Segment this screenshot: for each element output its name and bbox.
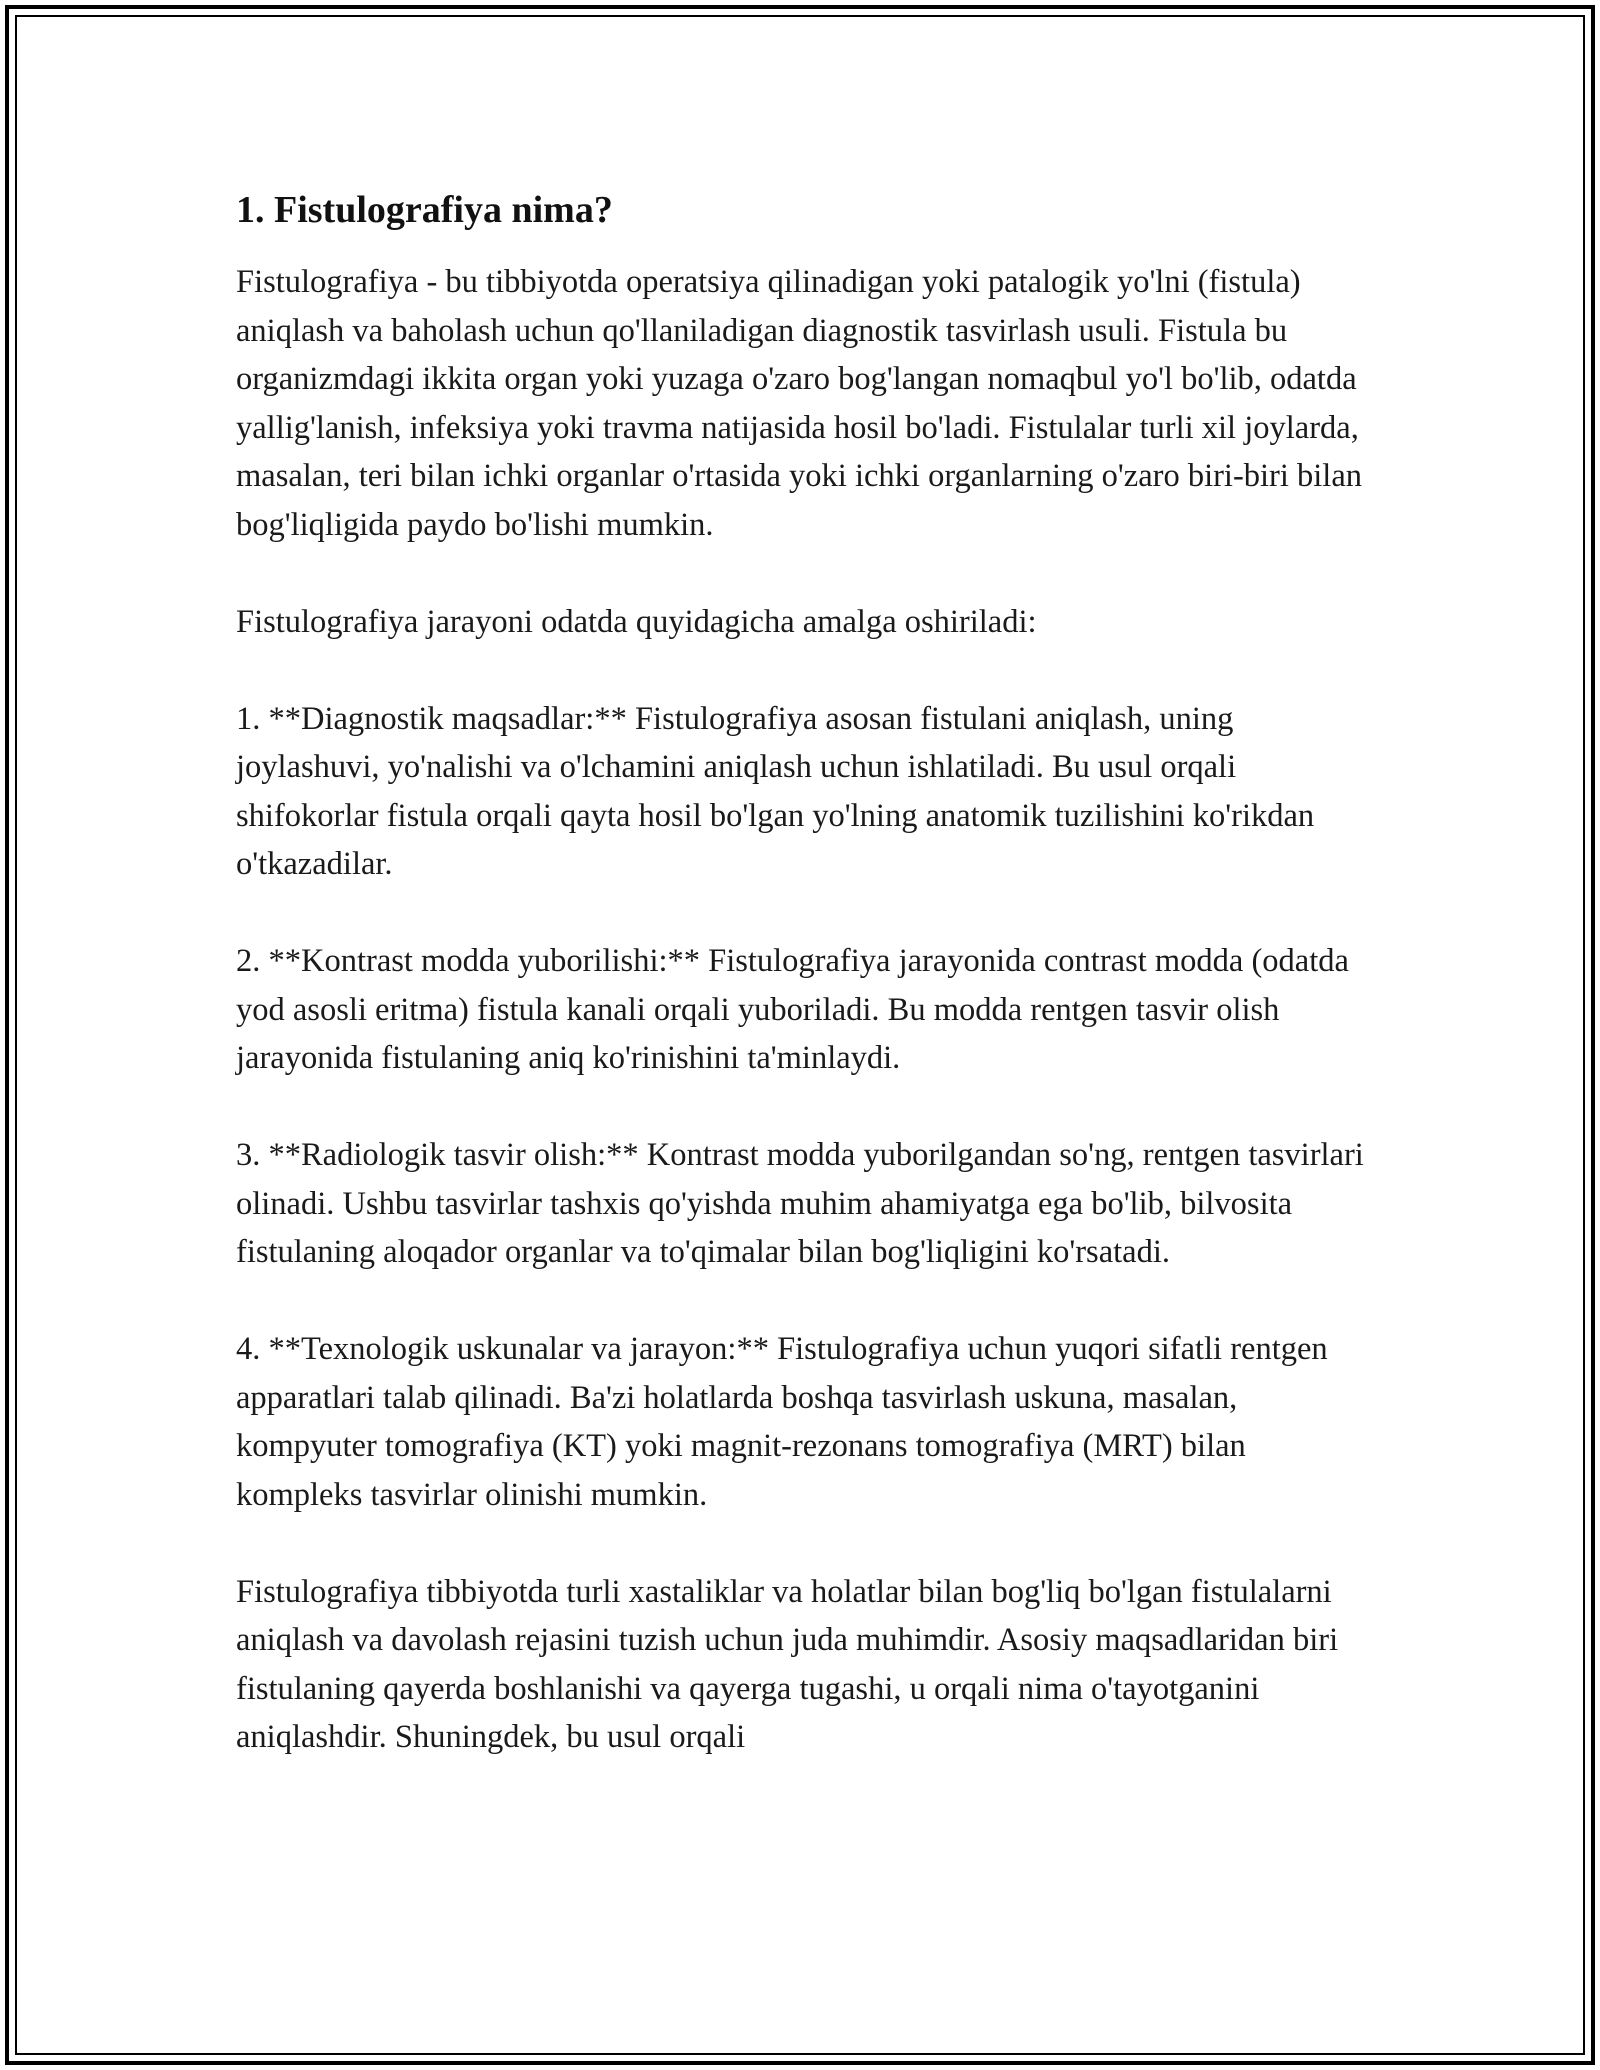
document-title: 1. Fistulografiya nima? <box>236 189 613 231</box>
paragraph-item-1: 1. **Diagnostik maqsadlar:** Fistulografiya asosan fistulani aniqlash, uning joylashuvi, yo'nalishi va o'lchamini aniqlash uchun ishlatiladi. Bu usul orqali shifokorlar fistula orqali qayta hosil bo'lgan yo'lning anatomik tuzilishini ko'rikdan o'tkazadilar. <box>236 700 1315 882</box>
paragraph-item-2: 2. **Kontrast modda yuborilishi:** Fistulografiya jarayonida contrast modda (odatda yod asosli eritma) fistula kanali orqali yuboriladi. Bu modda rentgen tasvir olish jarayonida fistulaning aniq ko'rinishini ta'minlaydi. <box>236 943 1349 1076</box>
paragraph-conclusion: Fistulografiya tibbiyotda turli xastaliklar va holatlar bilan bog'liq bo'lgan fistulalarni aniqlash va davolash rejasini tuzish uchun juda muhimdir. Asosiy maqsadlaridan biri fistulaning qayerda boshlanishi va qayerga tugashi, u orqali nima o'tayotganini aniqlashdir. Shuningdek, bu usul orqali <box>236 1573 1339 1755</box>
document-body <box>236 186 1376 1810</box>
paragraph-item-4: 4. **Texnologik uskunalar va jarayon:** Fistulografiya uchun yuqori sifatli rentgen apparatlari talab qilinadi. Ba'zi holatlarda boshqa tasvirlash uskuna, masalan, kompyuter tomografiya (KT) yoki magnit-rezonans tomografiya (MRT) bilan kompleks tasvirlar olinishi mumkin. <box>236 1331 1328 1513</box>
paragraph-process-intro: Fistulografiya jarayoni odatda quyidagicha amalga oshiriladi: <box>236 603 1037 640</box>
paragraph-intro: Fistulografiya - bu tibbiyotda operatsiya qilinadigan yoki patalogik yo'lni (fistula) aniqlash va baholash uchun qo'llaniladigan diagnostik tasvirlash usuli. Fistula bu organizmdagi ikkita organ yoki yuzaga o'zaro bog'langan nomaqbul yo'l bo'lib, odatda yallig'lanish, infeksiya yoki travma natijasida hosil bo'ladi. Fistulalar turli xil joylarda, masalan, teri bilan ichki organlar o'rtasida yoki ichki organlarning o'zaro biri-biri bilan bog'liqligida paydo bo'lishi mumkin. <box>236 264 1363 543</box>
paragraph-item-3: 3. **Radiologik tasvir olish:** Kontrast modda yuborilgandan so'ng, rentgen tasvirlari olinadi. Ushbu tasvirlar tashxis qo'yishda muhim ahamiyatga ega bo'lib, bilvosita fistulaning aloqador organlar va to'qimalar bilan bog'liqligini ko'rsatadi. <box>236 1137 1364 1270</box>
